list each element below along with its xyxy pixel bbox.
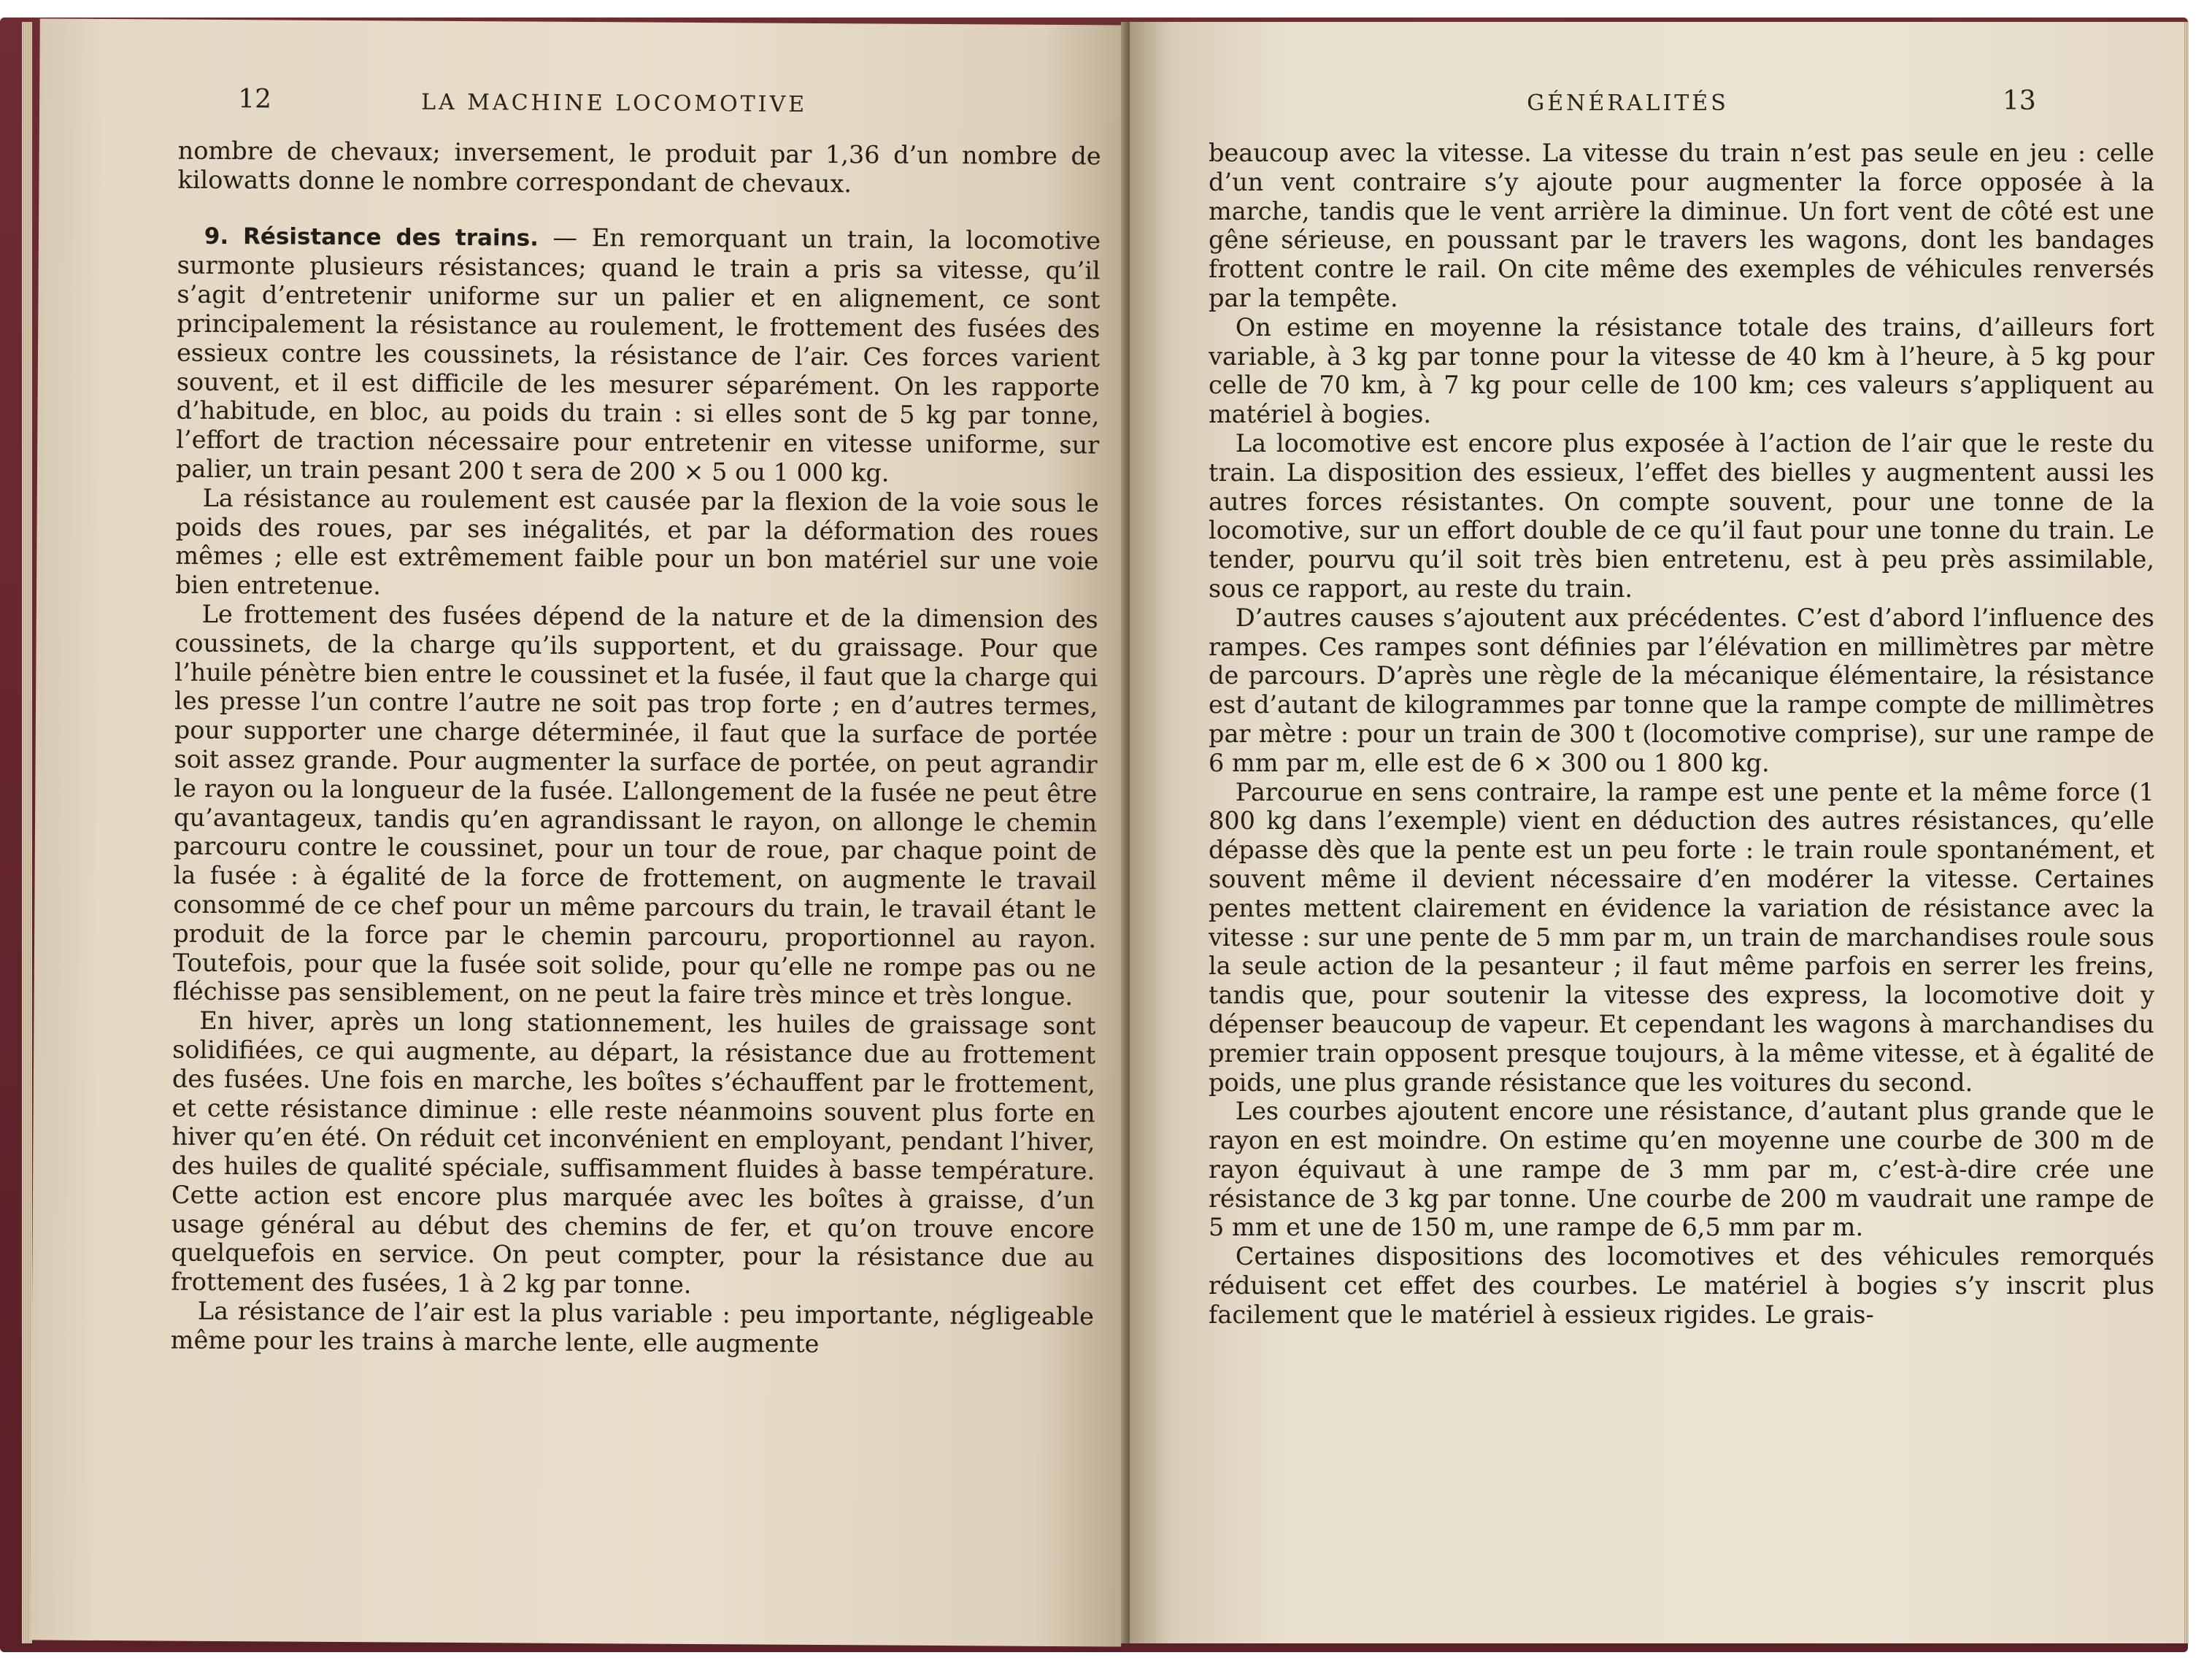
paragraph: La résistance au roulement est causée par la flexion de la voie sous le poids des roues, par ses inégalités, et par la déformation des roues mêmes ; elle est extrêmement faible pour un bon matériel sur une voie bien entretenue. <box>174 483 1099 601</box>
paragraph: On estime en moyenne la résistance totale des trains, d’ailleurs fort variable, à 3 kg par tonne pour la vitesse de 40 km à l’heure, à 5 kg pour celle de 70 km, à 7 kg pour celle de 100 km; ces valeurs s’appliquent au matériel à bogies. <box>1209 312 2154 429</box>
paragraph: La résistance de l’air est la plus variable : peu importante, négligeable même pour les trains à marche lente, elle augmente <box>170 1296 1095 1358</box>
section-paragraph <box>176 220 1101 489</box>
running-head: GÉNÉRALITÉS <box>1527 90 1729 116</box>
running-head: LA MACHINE LOCOMOTIVE <box>421 89 808 117</box>
section-heading: 9. Résistance des trains. <box>204 223 539 252</box>
paragraph: En hiver, après un long stationnement, les huiles de graissage sont solidifiées, ce qui augmente, au départ, la résistance due au frottement des fusées. Une fois en marche, les boîtes s’échauffent par le frottement, et cette résistance diminue : elle reste néanmoins souvent plus forte en hiver qu’en été. On réduit cet inconvénient en employant, pendant l’hiver, des huiles de qualité spéciale, suffisamment fluides à basse température. Cette action est encore plus marquée avec les boîtes à graisse, d’un usage général au début des chemins de fer, et qu’on trouve encore quelquefois en service. On peut compter, pour la résistance due au frottement des fusées, 1 à 2 kg par tonne. <box>171 1006 1096 1300</box>
right-page-header <box>1130 86 2184 130</box>
page-number: 12 <box>238 84 272 115</box>
page-number: 13 <box>2003 86 2036 116</box>
paragraph: nombre de chevaux; inversement, le produit par 1,36 d’un nombre de kilowatts donne le nombre correspondant de chevaux. <box>177 136 1101 198</box>
paragraph: Parcourue en sens contraire, la rampe est une pente et la même force (1 800 kg dans l’exemple) vient en déduction des autres résistances, qu’elle dépasse dès que la pente est un peu forte : le train roule spontanément, et souvent même il devient nécessaire d’en modérer la vitesse. Certaines pentes mettent clairement en évidence la variation de résistance avec la vitesse : sur une pente de 5 mm par m, un train de marchandises roule sous la seule action de la pesanteur ; il faut même parfois en serrer les freins, tandis que, pour soutenir la vitesse des express, la locomotive doit y dépenser beaucoup de vapeur. Et cependant les wagons à marchandises du premier train opposent presque toujours, à la même vitesse, et à égalité de poids, une plus grande résistance que les voitures du second. <box>1209 777 2154 1097</box>
right-page <box>1130 22 2184 1643</box>
paragraph: beaucoup avec la vitesse. La vitesse du train n’est pas seule en jeu : celle d’un vent contraire s’y ajoute pour augmenter la force opposée à la marche, tandis que le vent arrière la diminue. Un fort vent de côté est une gêne sérieuse, en poussant par le travers les wagons, dont les bandages frottent contre le rail. On cite même des exemples de véhicules renversés par la tempête. <box>1209 139 2154 312</box>
left-page-edges <box>22 22 32 1643</box>
left-page-body <box>171 136 1101 1360</box>
paragraph: D’autres causes s’ajoutent aux précédentes. C’est d’abord l’influence des rampes. Ces rampes sont définies par l’élévation en millimètres par mètre de parcours. D’après une règle de la mécanique élémentaire, la résistance est d’autant de kilogrammes par tonne que la rampe compte de millimètres par mètre : pour un train de 300 t (locomotive comprise), sur une rampe de 6 mm par m, elle est de 6 × 300 ou 1 800 kg. <box>1209 603 2154 777</box>
paragraph: Certaines dispositions des locomotives et des véhicules remorqués réduisent cet effet des courbes. Le matériel à bogies s’y inscrit plus facilement que le matériel à essieux rigides. Le grais- <box>1209 1242 2154 1329</box>
paragraph: Les courbes ajoutent encore une résistance, d’autant plus grande que le rayon en est moindre. On estime qu’en moyenne une courbe de 300 m de rayon équivaut à une rampe de 3 mm par m, c’est-à-dire crée une résistance de 3 kg par tonne. Une courbe de 200 m vaudrait une rampe de 5 mm et une de 150 m, une rampe de 6,5 mm par m. <box>1209 1097 2154 1242</box>
section-text: — En remorquant un train, la locomotive surmonte plusieurs résistances; quand le train a pris sa vitesse, qu’il s’agit d’entretenir uniforme sur un palier et en alignement, ce sont principalement la résistance au roulement, le frottement des fusées des essieux contre les coussinets, la résistance de l’air. Ces forces varient souvent, et il est difficile de les mesurer séparément. On les rapporte d’habitude, en bloc, au poids du train : si elles sont de 5 kg par tonne, l’effort de traction nécessaire pour entretenir en vitesse uniforme, sur palier, un train pesant 200 t sera de 200 × 5 ou 1 000 kg. <box>175 223 1101 487</box>
left-page <box>30 18 1131 1646</box>
right-page-body <box>1209 139 2154 1330</box>
left-page-header <box>39 82 1130 133</box>
paragraph: Le frottement des fusées dépend de la nature et de la dimension des coussinets, de la charge qu’ils supportent, et du graissage. Pour que l’huile pénètre bien entre le coussinet et la fusée, il faut que la charge qui les presse l’un contre l’autre ne soit pas trop forte ; en d’autres termes, pour supporter une charge déterminée, il faut que la surface de portée soit assez grande. Pour augmenter la surface de portée, on peut agrandir le rayon ou la longueur de la fusée. L’allongement de la fusée ne peut être qu’avantageux, tandis qu’en agrandissant le rayon, on allonge le chemin parcouru contre le coussinet, pour un tour de roue, par chaque point de la fusée : à égalité de la force de frottement, on augmente le travail consommé de ce chef pour un même parcours du train, le travail étant le produit de la force par le chemin parcouru, proportionnel au rayon. Toutefois, pour que la fusée soit solide, pour qu’elle ne rompe pas ou ne fléchisse pas sensiblement, on ne peut la faire très mince et très longue. <box>172 599 1098 1011</box>
paragraph: La locomotive est encore plus exposée à l’action de l’air que le reste du train. La disposition des essieux, l’effet des bielles y augmentent aussi les autres forces résistantes. On compte souvent, pour une tonne de la locomotive, sur un effort double de ce qu’il faut pour une tonne du train. Le tender, pourvu qu’il soit très bien entretenu, est à peu près assimilable, sous ce rapport, au reste du train. <box>1209 428 2154 603</box>
